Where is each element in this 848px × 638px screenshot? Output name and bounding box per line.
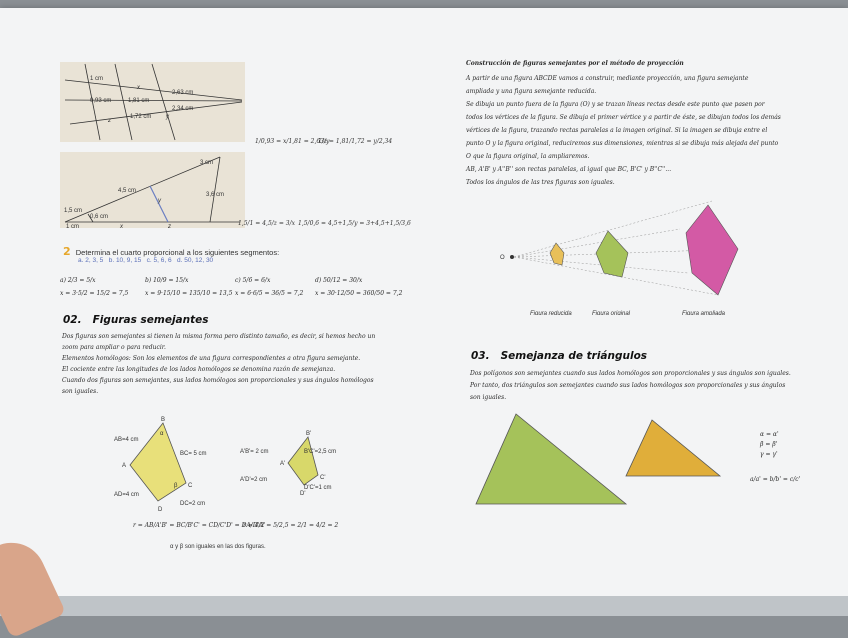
section-title: Semejanza de triángulos — [500, 350, 648, 362]
side-ratio-equality: a/a' = b/b' = c/c' — [750, 476, 801, 483]
reduced-figure — [550, 243, 564, 265]
body-line: AB, A'B' y A''B'' son rectas paralelas, al igual que BC, B'C' y B''C''... — [466, 166, 672, 173]
label-ad-prime: A'D'=2 cm — [240, 477, 268, 483]
enlarged-figure — [686, 205, 738, 295]
body-line: punto O y la figura original, reduciremos sus dimensiones, mientras si se dibuja más alejada del punto — [466, 140, 779, 147]
answer-line1: c) 5/6 = 6/x — [235, 277, 271, 284]
thales-diagram-1 — [60, 62, 245, 142]
angle-equalities — [760, 430, 779, 460]
label-3cm: 3 cm — [200, 160, 214, 166]
caption-enlarged: Figura ampliada — [682, 311, 726, 315]
caption-reduced: Figura reducida — [530, 311, 572, 315]
page-edge — [0, 596, 848, 616]
eq-alpha: α = α' — [760, 431, 779, 438]
point-O-label: O — [500, 255, 505, 261]
exercise-number: 2 — [63, 245, 71, 258]
label-15cm: 1,5 cm — [64, 208, 83, 214]
label-45cm: 4,5 cm — [118, 188, 137, 194]
formula-d1-1: 1/0,93 = x/1,81 = 2,63/y — [255, 138, 330, 145]
label-y2: y — [158, 198, 161, 204]
label-dc-prime: D'C'=1 cm — [304, 485, 332, 491]
formula-d1-2: 1/z = 1,81/1,72 = y/2,34 — [318, 138, 393, 145]
original-figure — [596, 231, 628, 277]
label-172: 1,72 cm — [130, 114, 152, 120]
caption-original: Figura original — [592, 311, 631, 315]
section-title: Figuras semejantes — [92, 314, 209, 326]
vertex-A: A — [122, 463, 127, 469]
label-bc: BC= 5 cm — [180, 451, 207, 457]
label-1cm: 1 cm — [90, 76, 104, 82]
eq-beta: β = β' — [760, 441, 778, 448]
body-line: Dos polígonos son semejantes cuando sus lados homólogos son proporcionales y sus ángulos son iguales. — [470, 370, 791, 377]
label-1cm-2: 1 cm — [66, 224, 80, 228]
angle-alpha: α — [160, 431, 164, 437]
body-line: Todos los ángulos de las tres figuras son iguales. — [466, 179, 615, 186]
answer-line1: b) 10/9 = 15/x — [145, 277, 189, 284]
section-02-heading — [63, 314, 209, 326]
vertex-D-prime: D' — [300, 491, 306, 497]
vertex-B: B — [161, 417, 166, 423]
label-ad: AD=4 cm — [114, 492, 139, 498]
projection-title: Construcción de figuras semejantes por el método de proyección — [466, 60, 684, 67]
label-36cm: 3,6 cm — [206, 192, 225, 198]
answer-d — [315, 277, 402, 297]
label-y: y — [166, 114, 169, 120]
vertex-C: C — [188, 483, 193, 489]
body-line: son iguales. — [62, 388, 99, 395]
answer-line2: x = 30·12/50 = 360/50 = 7,2 — [315, 290, 403, 297]
section-03-heading — [471, 350, 647, 362]
body-line: son iguales. — [470, 394, 507, 401]
body-line: Se dibuja un punto fuera de la figura (O) y se trazan líneas rectas desde este punto que pasen por — [466, 101, 765, 108]
formula-d2-2: 1,5/0,6 = 4,5+1,5/y = 3+4,5+1,5/3,6 — [298, 220, 411, 227]
body-line: O que la figura original, la ampliaremos. — [466, 153, 590, 160]
option-b: b. 10, 9, 15 — [108, 257, 142, 264]
label-093: 0,93 cm — [90, 98, 112, 104]
section-03-body — [470, 368, 810, 404]
angle-beta: β — [174, 483, 178, 489]
body-line: Elementos homólogos: Son los elementos de una figura correspondientes a otra figura semejante. — [62, 355, 361, 362]
body-line: A partir de una figura ABCDE vamos a construir, mediante proyección, una figura semejante — [466, 75, 749, 82]
vertex-C-prime: C' — [320, 475, 326, 481]
answer-line2: x = 6·6/5 = 36/5 = 7,2 — [235, 290, 304, 297]
body-line: Cuando dos figuras son semejantes, sus lados homólogos son proporcionales y sus ángulos homólogos — [62, 377, 374, 384]
answer-line1: a) 2/3 = 5/x — [60, 277, 96, 284]
option-d: d. 50, 12, 30 — [177, 257, 214, 264]
label-bc-prime: B'C'=2,5 cm — [304, 449, 337, 455]
big-triangle — [476, 414, 626, 504]
option-c: c. 5, 6, 6 — [146, 257, 172, 264]
label-z2: z — [168, 224, 171, 228]
body-line: Dos figuras son semejantes si tienen la misma forma pero distinto tamaño, es decir, si hemos hecho un — [62, 333, 376, 340]
label-z: z — [108, 118, 111, 124]
option-a: a. 2, 3, 5 — [78, 257, 104, 264]
answer-a — [60, 277, 128, 297]
body-line: El cociente entre las longitudes de los lados homólogos se denomina razón de semejanza. — [62, 366, 336, 373]
ratio-formula-2: r = 4/2 = 5/2,5 = 2/1 = 4/2 = 2 — [243, 522, 339, 529]
projection-body — [466, 72, 801, 189]
small-triangle — [626, 420, 720, 476]
body-line: todos los vértices de la figura. Se dibuja el primer vértice y a partir de éste, se dibujan todos los demás — [466, 114, 781, 121]
label-263: 2,63 cm — [172, 90, 194, 96]
angles-note: α y β son iguales en las dos figuras. — [170, 544, 266, 550]
big-kite — [130, 423, 186, 501]
answer-line2: x = 9·15/10 = 135/10 = 13,5 — [145, 290, 233, 297]
similar-triangles-figure — [468, 410, 738, 515]
vertex-D: D — [158, 507, 163, 513]
similar-kites-figure — [108, 415, 348, 515]
exercise-question: Determina el cuarto proporcional a los siguientes segmentos: — [75, 248, 280, 257]
section-02-body — [62, 331, 402, 397]
label-x: x — [137, 85, 140, 91]
section-number: 03. — [471, 350, 490, 362]
formula-d2-1: 1,5/1 = 4,5/z = 3/x — [238, 220, 296, 227]
eq-gamma: γ = γ' — [760, 451, 778, 458]
label-06cm: 0,6 cm — [90, 214, 109, 220]
body-line: zoom para ampliar o para reducir. — [62, 344, 166, 351]
small-kite — [288, 437, 318, 485]
answer-b — [145, 277, 232, 297]
thales-diagram-2 — [60, 152, 245, 228]
answer-line1: d) 50/12 = 30/x — [315, 277, 363, 284]
label-234: 2,34 cm — [172, 106, 194, 112]
label-ab-prime: A'B'= 2 cm — [240, 449, 269, 455]
body-line: ampliada y una figura semejante reducida. — [466, 88, 597, 95]
ratio-formula-1: r = AB/A'B' = BC/B'C' = CD/C'D' = DA/D'A' — [133, 522, 266, 529]
projection-figure — [500, 195, 760, 315]
label-ab: AB=4 cm — [114, 437, 139, 443]
body-line: vértices de la figura, trazando rectas paralelas a la imagen original. Si la imagen se dibuja entre el — [466, 127, 768, 134]
label-x2: x — [120, 224, 123, 228]
label-181: 1,81 cm — [128, 98, 150, 104]
body-line: Por tanto, dos triángulos son semejantes cuando sus lados homólogos son proporcionales y sus ángulos — [470, 382, 786, 389]
vertex-A-prime: A' — [280, 461, 286, 467]
label-dc: DC=2 cm — [180, 501, 206, 507]
point-O — [510, 255, 514, 259]
answer-c — [235, 277, 303, 297]
answer-line2: x = 3·5/2 = 15/2 = 7,5 — [60, 290, 129, 297]
section-number: 02. — [63, 314, 82, 326]
exercise-options — [78, 257, 213, 264]
vertex-B-prime: B' — [306, 431, 312, 437]
